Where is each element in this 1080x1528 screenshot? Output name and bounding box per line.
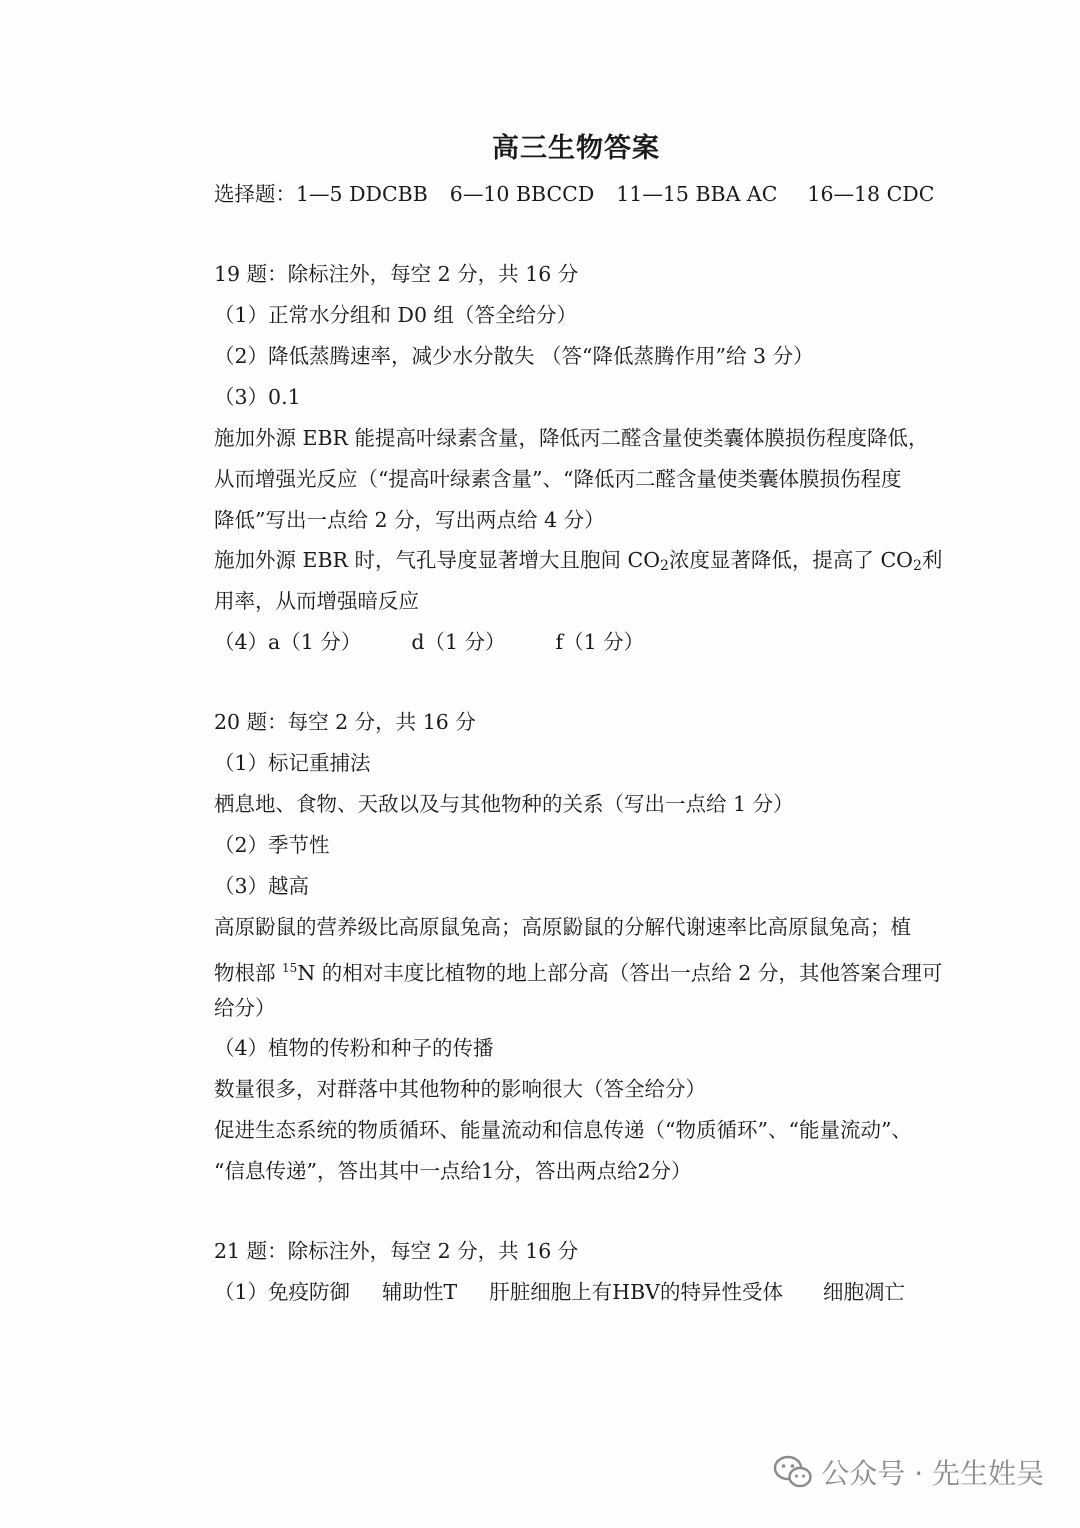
q19-header: 19 题：除标注外，每空 2 分，共 16 分 <box>214 262 579 286</box>
q20-line7: 给分） <box>214 996 276 1020</box>
q19-line4: 施加外源 EBR 能提高叶绿素含量，降低丙二醛含量使类囊体膜损伤程度降低， <box>214 426 929 450</box>
mc-group-1: 1—5 DDCBB <box>296 182 428 206</box>
q19-line5: 从而增强光反应（“提高叶绿素含量”、“降低丙二醛含量使类囊体膜损伤程度 <box>214 467 902 491</box>
mc-group-2: 6—10 BBCCD <box>449 182 595 206</box>
mc-group-3: 11—15 BBA AC <box>616 182 778 206</box>
q20-part3: （3）越高 <box>214 874 310 898</box>
q19-line8: 用率，从而增强暗反应 <box>214 589 419 613</box>
q20-line2: 栖息地、食物、天敌以及与其他物种的关系（写出一点给 1 分） <box>214 792 794 816</box>
q19-part1: （1）正常水分组和 D0 组（答全给分） <box>214 303 578 327</box>
co2-subscript: 2 <box>912 558 922 574</box>
watermark <box>773 1452 1044 1492</box>
q19-part3: （3）0.1 <box>214 385 301 409</box>
q19-line7: 施加外源 EBR 时，气孔导度显著增大且胞间 $CO_2$浓度显著降低，提高了 $CO_2$利 <box>214 548 943 574</box>
q20-part4: （4）植物的传粉和种子的传播 <box>214 1036 494 1060</box>
q19-line6: 降低”写出一点给 2 分，写出两点给 4 分） <box>214 508 605 532</box>
q20-part2: （2）季节性 <box>214 833 330 857</box>
q19-part4: （4）a（1 分） d（1 分） f（1 分） <box>214 630 645 654</box>
q20-part1: （1）标记重捕法 <box>214 751 371 775</box>
co2-subscript: 2 <box>660 558 669 574</box>
q20-header: 20 题：每空 2 分，共 16 分 <box>214 710 476 734</box>
q20-line6: 物根部 $^{15}$N 的相对丰度比植物的地上部分高（答出一点给 2 分，其他答案合理可 <box>214 961 943 985</box>
q19-part2: （2）降低蒸腾速率，减少水分散失 （答“降低蒸腾作用”给 3 分） <box>214 344 814 368</box>
mc-group-4: 16—18 CDC <box>807 182 935 206</box>
q20-line5: 高原鼢鼠的营养级比高原鼠兔高；高原鼢鼠的分解代谢速率比高原鼠兔高；植 <box>214 915 911 939</box>
q21-header: 21 题：除标注外，每空 2 分，共 16 分 <box>214 1239 579 1263</box>
mc-label: 选择题： <box>214 182 296 206</box>
mc-answers <box>214 180 934 208</box>
q20-line9: 数量很多，对群落中其他物种的影响很大（答全给分） <box>214 1077 706 1101</box>
wechat-icon <box>773 1455 813 1489</box>
q21-part1: （1）免疫防御 辅助性T 肝脏细胞上有HBV的特异性受体 细胞凋亡 <box>214 1280 905 1304</box>
q20-line11: “信息传递”，答出其中一点给1分，答出两点给2分） <box>214 1159 692 1183</box>
isotope-superscript: 15 <box>282 961 298 975</box>
page-title: 高三生物答案 <box>492 133 660 164</box>
q20-line10: 促进生态系统的物质循环、能量流动和信息传递（“物质循环”、“能量流动”、 <box>214 1118 912 1142</box>
watermark-text: 公众号 · 先生姓吴 <box>821 1457 1044 1490</box>
